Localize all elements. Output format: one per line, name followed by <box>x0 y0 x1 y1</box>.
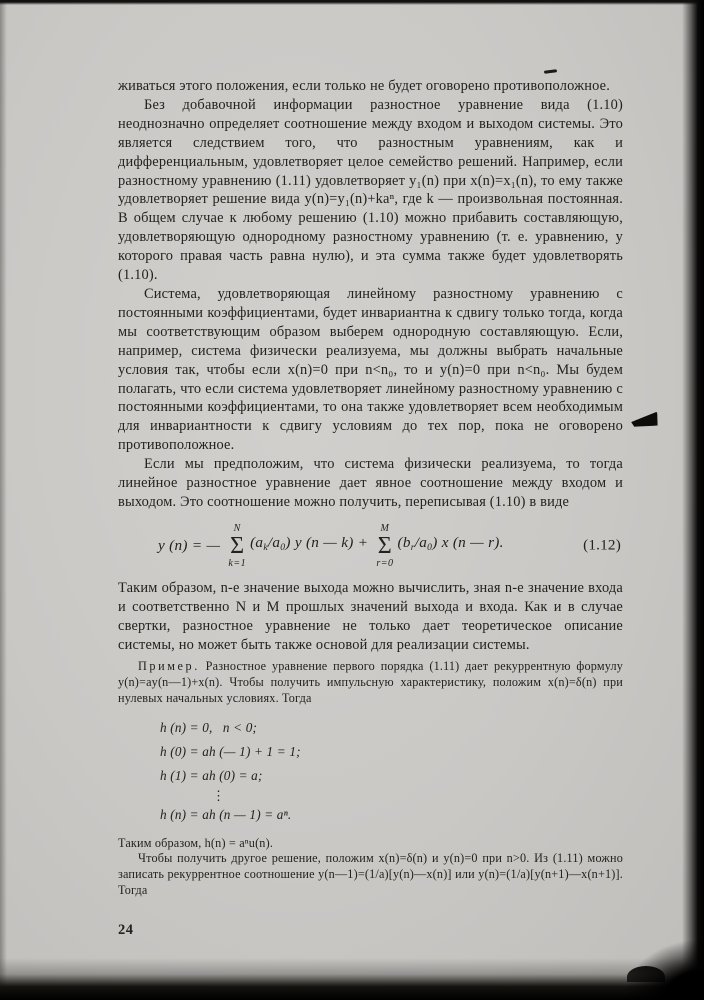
example-section <box>118 659 623 898</box>
equation-number: (1.12) <box>583 536 621 554</box>
example-intro <box>118 659 623 706</box>
paragraph-continuation: живаться этого положения, если только не будет оговорено противоположное. <box>118 78 611 94</box>
vertical-dots: ⋮ <box>212 787 226 803</box>
sigma-icon: Σ <box>230 533 245 560</box>
paragraph-body-4: Если мы предположим, что система физически реализуема, то тогда линейное разностное уравнение дает явное соотношение между входом и выходом. Это соотношение можно получить, переписывая (1.10) в виде <box>118 456 623 510</box>
equation-line: h (n) = 0, n < 0; <box>160 719 258 735</box>
summation-symbol <box>376 523 393 570</box>
example-outro-2: Чтобы получить другое решение, положим x(n)=δ(n) и y(n)=0 при n>0. Из (1.11) можно записать рекуррентное соотношение y(n—1)=(1/a)[y(n)—x(n)] или y(n)=(1/a)[y(n+1)—x(n+1)]. Тогда <box>118 851 623 897</box>
equation-term-2: $(b_r/a_0)$ x (n — r). <box>397 534 504 554</box>
sum-upper-limit: N <box>233 522 241 534</box>
paragraph-body-2: Без добавочной информации разностное уравнение вида (1.10) неоднозначно определяет соотношение между входом и выходом системы. Это является следствием того, что разностным уравнениям, как и дифференциальным, удовлетворяет целое семейство решений. Например, если разностному уравнению (1.11) удовлетворяет y₁(n) при x(n)=x₁(n), то ему также удовлетворяет решение вида y(n)=y₁(n)+kaⁿ, где k — произвольная постоянная. В общем случае к любому решению (1.10) можно прибавить составляющую, удовлетворяющую однородному разностному уравнению (т. е. уравнению, у которого правая часть равна нулю), и эта сумма также будет удовлетворять (1.10). <box>118 96 623 284</box>
text-column <box>118 77 623 898</box>
equation-line: h (n) = ah (n — 1) = aⁿ. <box>160 806 292 822</box>
equation-line: h (1) = ah (0) = a; <box>160 767 263 783</box>
page-number: 24 <box>118 922 134 938</box>
summation-symbol <box>228 523 246 570</box>
scan-edge-right <box>682 0 704 1000</box>
scan-edge-bottom <box>0 958 704 1000</box>
scan-dash-mark <box>544 69 557 74</box>
example-equations <box>160 716 623 827</box>
sigma-icon: Σ <box>377 533 393 560</box>
example-outro-1: Таким образом, h(n) = aⁿu(n). <box>118 835 274 850</box>
sum-lower-limit: r=0 <box>376 558 394 570</box>
equation-1-12 <box>118 523 623 570</box>
equation-term-1: $(a_k/a_0)$ y (n — k) + <box>250 534 373 554</box>
sum-lower-limit: k=1 <box>228 558 247 570</box>
sum-upper-limit: M <box>380 522 390 534</box>
example-label: Пример. <box>138 659 200 674</box>
equation-line: h (0) = ah (— 1) + 1 = 1; <box>160 743 301 759</box>
scan-corner-shadow <box>624 940 704 1000</box>
example-intro-text: Разностное уравнение первого порядка (1.11) дает рекуррентную формулу y(n)=ay(n—1)+x(n). Чтобы получить импульсную характеристику, положим x(n)=δ(n) при нулевых начальных условиях. Тогда <box>118 659 623 705</box>
paragraph-body-3: Система, удовлетворяющая линейному разностному уравнению с постоянными коэффициентами, будет инвариантна к сдвигу только тогда, когда мы соответствующим образом выберем однородную составляющую. Если, например, система физически реализуема, мы должны выбрать начальные условия так, чтобы если x(n)=0 при n<n₀, то и y(n)=0 при n<n₀. Мы будем полагать, что если система удовлетворяет линейному разностному уравнению с постоянными коэффициентами, то она также удовлетворяет всем необходимым для инвариантности к сдвигу условиям до тех пор, пока не оговорено противоположное. <box>118 285 623 454</box>
equation-lhs: y (n) = — <box>158 536 225 554</box>
scan-edge-left <box>0 0 7 1000</box>
scan-edge-top <box>0 0 704 5</box>
scan-ink-blot <box>630 412 658 429</box>
paragraph-body-5: Таким образом, n-е значение выхода можно вычислить, зная n-е значение входа и соответственно N и M прошлых значений выхода и входа. Как и в случае свертки, разностное уравнение не только дает теоретическое описание системы, но может быть также основой для реализации системы. <box>118 579 623 653</box>
